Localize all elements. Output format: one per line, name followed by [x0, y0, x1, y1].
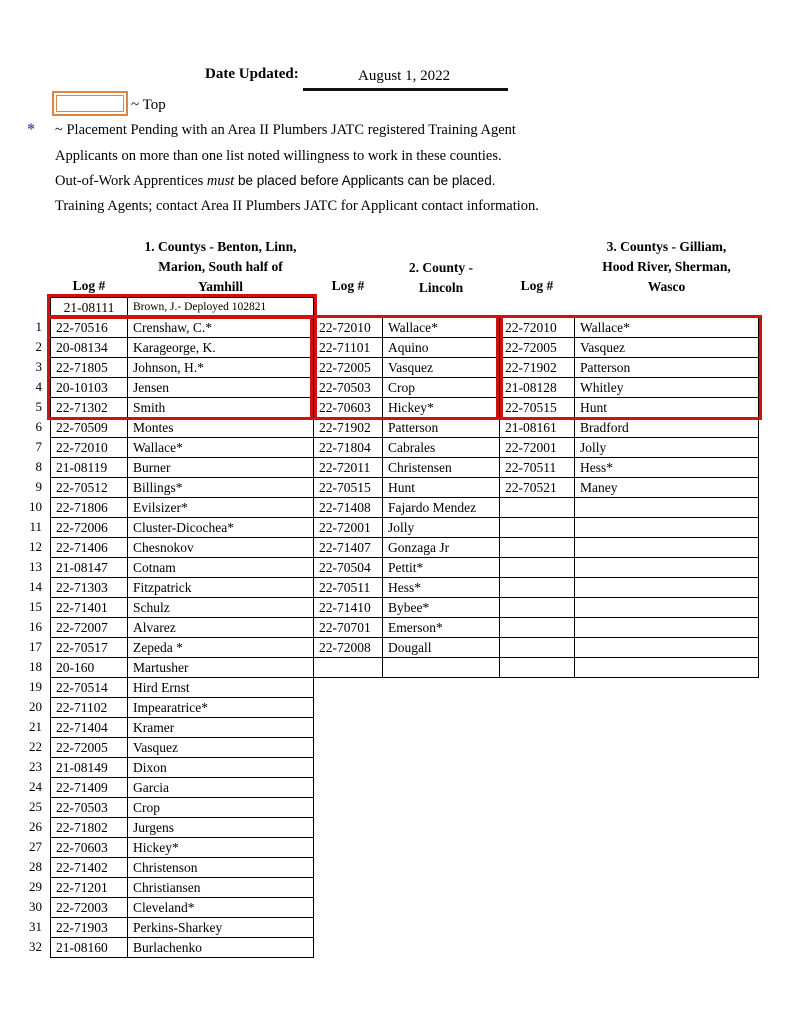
name-cell: Montes	[127, 417, 314, 438]
log-cell: 22-71903	[50, 917, 128, 938]
log-cell: 22-72010	[50, 437, 128, 458]
row-number: 13	[29, 559, 42, 574]
log-cell: 22-70503	[50, 797, 128, 818]
log-cell	[499, 557, 575, 578]
row-number: 30	[29, 899, 42, 914]
log-cell: 22-71804	[313, 437, 383, 458]
log-cell: 22-72001	[499, 437, 575, 458]
row-number: 18	[29, 659, 42, 674]
name-cell: Impearatrice*	[127, 697, 314, 718]
name-cell: Jolly	[574, 437, 759, 458]
log-cell: 22-71406	[50, 537, 128, 558]
row-number: 16	[29, 619, 42, 634]
log-cell	[499, 517, 575, 538]
log-cell	[499, 597, 575, 618]
log-cell	[499, 537, 575, 558]
placement-pending-asterisk: *	[27, 121, 35, 138]
log-cell: 22-72005	[499, 337, 575, 358]
row-number: 6	[35, 419, 42, 434]
name-cell: Alvarez	[127, 617, 314, 638]
log-cell: 22-71408	[313, 497, 383, 518]
row-number: 20	[29, 699, 42, 714]
log-cell: 22-71102	[50, 697, 128, 718]
name-cell: Schulz	[127, 597, 314, 618]
log-cell: 22-71404	[50, 717, 128, 738]
name-cell	[574, 657, 759, 678]
log-cell: 22-70603	[313, 397, 383, 418]
name-cell: Vasquez	[382, 357, 500, 378]
name-cell: Dougall	[382, 637, 500, 658]
name-cell: Jolly	[382, 517, 500, 538]
log-cell: 22-70516	[50, 317, 128, 338]
column1-log-header: Log #	[72, 278, 106, 293]
log-cell	[499, 617, 575, 638]
row-number: 31	[29, 919, 42, 934]
name-cell: Burner	[127, 457, 314, 478]
log-cell: 22-71407	[313, 537, 383, 558]
log-cell: 21-08119	[50, 457, 128, 478]
log-cell: 22-71410	[313, 597, 383, 618]
note-placement-pending: ~ Placement Pending with an Area II Plumbers JATC registered Training Agent	[55, 122, 516, 138]
column3-log-header: Log #	[520, 278, 554, 293]
name-cell: Hess*	[574, 457, 759, 478]
name-cell: Billings*	[127, 477, 314, 498]
name-cell: Fitzpatrick	[127, 577, 314, 598]
row-number: 12	[29, 539, 42, 554]
name-cell: Crop	[382, 377, 500, 398]
log-cell: 21-08111	[50, 297, 128, 318]
log-cell: 22-70515	[313, 477, 383, 498]
log-cell: 22-72008	[313, 637, 383, 658]
name-cell: Evilsizer*	[127, 497, 314, 518]
row-number: 9	[35, 479, 42, 494]
row-number: 28	[29, 859, 42, 874]
row-number: 1	[35, 319, 42, 334]
note-oow-post: be placed before Applicants can be placed.	[234, 173, 496, 188]
name-cell: Hickey*	[127, 837, 314, 858]
name-cell: Cleveland*	[127, 897, 314, 918]
row-number: 32	[29, 939, 42, 954]
log-cell: 22-72001	[313, 517, 383, 538]
log-cell: 22-70514	[50, 677, 128, 698]
log-cell: 21-08149	[50, 757, 128, 778]
log-cell: 22-71402	[50, 857, 128, 878]
log-cell: 22-70517	[50, 637, 128, 658]
note-oow-emphasis: must	[206, 173, 235, 189]
name-cell: Patterson	[382, 417, 500, 438]
name-cell: Hickey*	[382, 397, 500, 418]
row-number: 26	[29, 819, 42, 834]
name-cell	[574, 617, 759, 638]
name-cell: Wallace*	[382, 317, 500, 338]
name-cell	[574, 637, 759, 658]
row-number: 22	[29, 739, 42, 754]
log-cell: 22-71802	[50, 817, 128, 838]
name-cell: Hess*	[382, 577, 500, 598]
row-number: 10	[29, 499, 42, 514]
log-cell: 22-71902	[313, 417, 383, 438]
name-cell: Gonzaga Jr	[382, 537, 500, 558]
log-cell: 22-72006	[50, 517, 128, 538]
column2-title: 2. County - Lincoln	[408, 260, 474, 295]
name-cell: Emerson*	[382, 617, 500, 638]
row-number: 2	[35, 339, 42, 354]
name-cell: Pettit*	[382, 557, 500, 578]
log-cell: 21-08128	[499, 377, 575, 398]
log-cell: 22-72011	[313, 457, 383, 478]
log-cell: 22-72005	[313, 357, 383, 378]
name-cell: Wallace*	[127, 437, 314, 458]
log-cell: 20-10103	[50, 377, 128, 398]
row-number: 21	[29, 719, 42, 734]
row-number: 25	[29, 799, 42, 814]
log-cell: 22-71805	[50, 357, 128, 378]
log-cell: 22-71101	[313, 337, 383, 358]
name-cell: Bradford	[574, 417, 759, 438]
log-cell	[499, 577, 575, 598]
column3-title: 3. Countys - Gilliam, Hood River, Sherman, Wasco	[602, 239, 731, 294]
log-cell: 22-72010	[313, 317, 383, 338]
log-cell: 21-08147	[50, 557, 128, 578]
log-cell: 22-71302	[50, 397, 128, 418]
log-cell: 22-70515	[499, 397, 575, 418]
name-cell: Bybee*	[382, 597, 500, 618]
name-cell: Crop	[127, 797, 314, 818]
log-cell: 22-70503	[313, 377, 383, 398]
log-cell: 22-72005	[50, 737, 128, 758]
name-cell: Whitley	[574, 377, 759, 398]
log-cell: 22-70701	[313, 617, 383, 638]
name-cell	[574, 557, 759, 578]
name-cell: Jurgens	[127, 817, 314, 838]
name-cell: Jensen	[127, 377, 314, 398]
log-cell: 22-72003	[50, 897, 128, 918]
name-cell: Dixon	[127, 757, 314, 778]
name-cell: Karageorge, K.	[127, 337, 314, 358]
log-cell: 22-70509	[50, 417, 128, 438]
log-cell: 22-70511	[313, 577, 383, 598]
note-oow-pre: Out-of-Work Apprentices	[55, 173, 207, 189]
note-training-agents: Training Agents; contact Area II Plumbers JATC for Applicant contact information.	[55, 198, 539, 214]
log-cell: 22-70603	[50, 837, 128, 858]
log-cell: 22-71806	[50, 497, 128, 518]
name-cell: Chesnokov	[127, 537, 314, 558]
row-number: 8	[35, 459, 42, 474]
log-cell: 21-08161	[499, 417, 575, 438]
name-cell: Garcia	[127, 777, 314, 798]
name-cell	[574, 597, 759, 618]
name-cell: Aquino	[382, 337, 500, 358]
log-cell: 22-70512	[50, 477, 128, 498]
row-number: 7	[35, 439, 42, 454]
log-cell: 22-72007	[50, 617, 128, 638]
row-number: 24	[29, 779, 42, 794]
column2-log-header: Log #	[331, 278, 365, 293]
row-number: 23	[29, 759, 42, 774]
name-cell: Cotnam	[127, 557, 314, 578]
row-number: 5	[35, 399, 42, 414]
name-cell: Cabrales	[382, 437, 500, 458]
name-cell: Patterson	[574, 357, 759, 378]
row-number: 27	[29, 839, 42, 854]
name-cell: Hunt	[574, 397, 759, 418]
name-cell	[574, 497, 759, 518]
name-cell: Crenshaw, C.*	[127, 317, 314, 338]
log-cell: 20-160	[50, 657, 128, 678]
date-updated-label: Date Updated:	[205, 66, 299, 82]
column1-title: 1. Countys - Benton, Linn, Marion, South half of Yamhill	[144, 239, 297, 294]
name-cell: Cluster-Dicochea*	[127, 517, 314, 538]
name-cell: Smith	[127, 397, 314, 418]
name-cell	[382, 657, 500, 678]
log-cell: 22-71401	[50, 597, 128, 618]
row-number: 11	[29, 519, 42, 534]
log-cell: 22-70521	[499, 477, 575, 498]
date-updated-value: August 1, 2022	[358, 68, 451, 84]
name-cell	[574, 577, 759, 598]
log-cell	[499, 637, 575, 658]
name-cell: Perkins-Sharkey	[127, 917, 314, 938]
log-cell: 22-71902	[499, 357, 575, 378]
name-cell: Kramer	[127, 717, 314, 738]
name-cell	[574, 517, 759, 538]
row-number: 14	[29, 579, 42, 594]
row-number: 17	[29, 639, 42, 654]
log-cell	[499, 497, 575, 518]
note-multiple-lists: Applicants on more than one list noted willingness to work in these counties.	[55, 148, 502, 164]
log-cell: 21-08160	[50, 937, 128, 958]
name-cell: Christenson	[127, 857, 314, 878]
log-cell: 22-72010	[499, 317, 575, 338]
log-cell	[313, 657, 383, 678]
name-cell: Johnson, H.*	[127, 357, 314, 378]
log-cell: 22-71201	[50, 877, 128, 898]
log-cell: 20-08134	[50, 337, 128, 358]
top-label: ~ Top	[131, 97, 166, 113]
name-cell: Wallace*	[574, 317, 759, 338]
row-number: 4	[35, 379, 42, 394]
name-cell: Zepeda *	[127, 637, 314, 658]
row-number: 19	[29, 679, 42, 694]
log-cell: 22-70511	[499, 457, 575, 478]
name-cell: Hunt	[382, 477, 500, 498]
name-cell: Burlachenko	[127, 937, 314, 958]
log-cell: 22-71409	[50, 777, 128, 798]
log-cell: 22-71303	[50, 577, 128, 598]
log-cell	[499, 657, 575, 678]
name-cell: Christensen	[382, 457, 500, 478]
row-number: 15	[29, 599, 42, 614]
name-cell: Hird Ernst	[127, 677, 314, 698]
name-cell: Maney	[574, 477, 759, 498]
name-cell: Martusher	[127, 657, 314, 678]
name-cell	[574, 537, 759, 558]
name-cell: Fajardo Mendez	[382, 497, 500, 518]
name-cell: Brown, J.- Deployed 102821	[127, 297, 314, 318]
row-number: 29	[29, 879, 42, 894]
row-number: 3	[35, 359, 42, 374]
name-cell: Vasquez	[574, 337, 759, 358]
log-cell: 22-70504	[313, 557, 383, 578]
name-cell: Christiansen	[127, 877, 314, 898]
name-cell: Vasquez	[127, 737, 314, 758]
